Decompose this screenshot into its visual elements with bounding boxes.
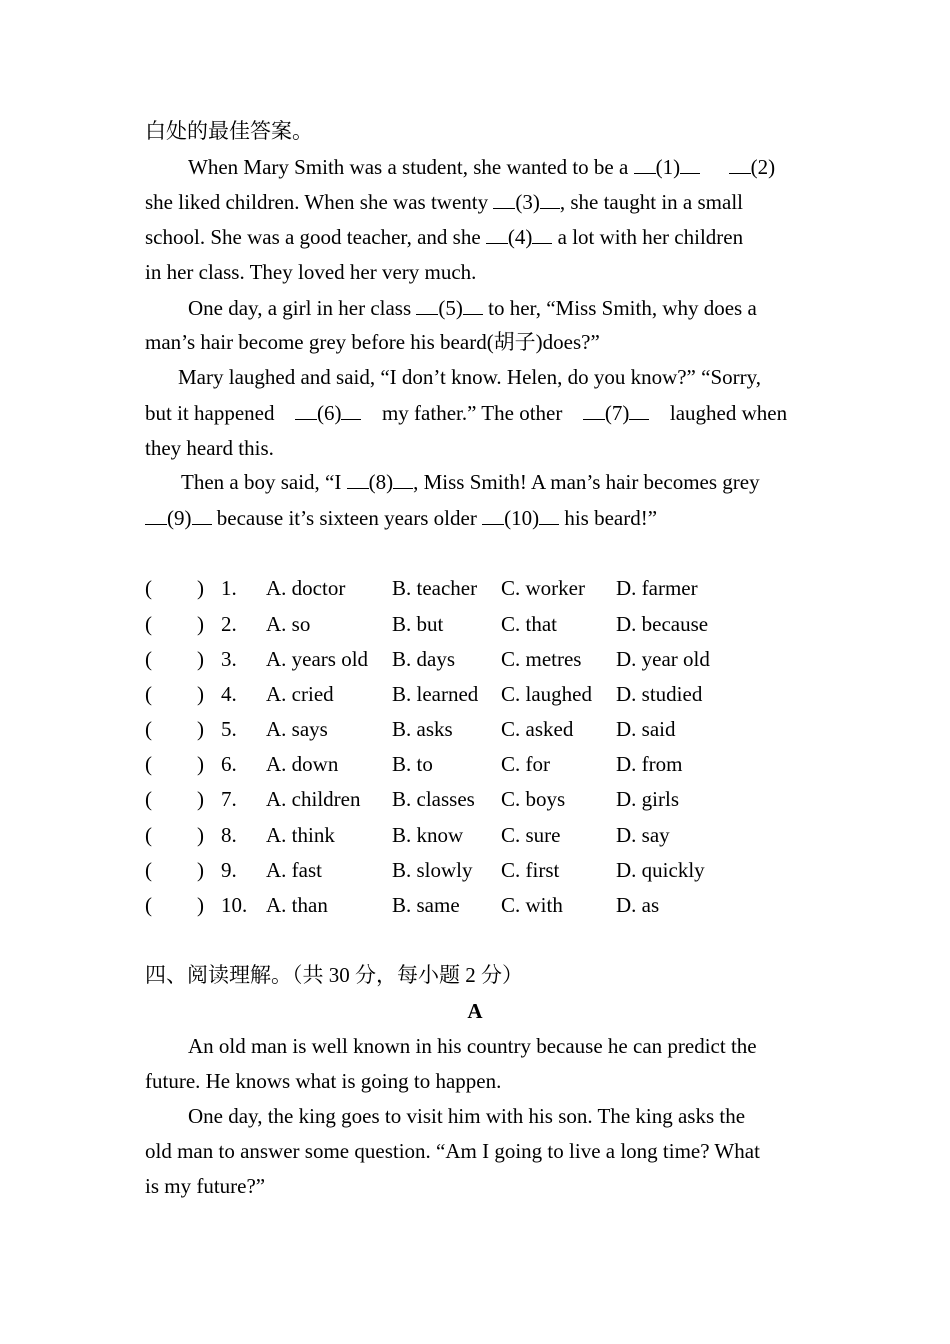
option-a: A. so: [266, 612, 311, 636]
blank-6: (6): [295, 401, 362, 425]
passage-text: One day, a girl in her class: [188, 296, 412, 320]
passage-text: Then a boy said, “I: [181, 470, 342, 494]
blank-4: (4): [486, 225, 553, 249]
blank-1: (1): [634, 155, 701, 179]
blank-8: (8): [347, 470, 414, 494]
passage-line-2: [145, 190, 810, 214]
section-heading: 四、阅读理解。（共 30 分，每小题 2 分）: [145, 963, 523, 987]
option-c: C. first: [501, 858, 560, 882]
option-a: A. than: [266, 893, 328, 917]
answer-open-paren: (: [145, 858, 152, 882]
option-b: B. slowly: [392, 858, 473, 882]
passage-text: she liked children. When she was twenty: [145, 190, 489, 214]
passage-line-3: [145, 225, 810, 249]
option-d: D. farmer: [616, 576, 698, 600]
passage-line-11: [145, 506, 810, 530]
passage-line-7: Mary laughed and said, “I don’t know. Helen, do you know?” “Sorry,: [178, 365, 761, 389]
answer-close-paren: ): [197, 717, 204, 741]
reading-line-5: is my future?”: [145, 1174, 266, 1198]
question-number: 7.: [221, 787, 237, 811]
answer-open-paren: (: [145, 752, 152, 776]
option-c: C. with: [501, 893, 563, 917]
blank-2: (2): [729, 155, 776, 179]
option-a: A. think: [266, 823, 335, 847]
answer-close-paren: ): [197, 576, 204, 600]
option-c: C. that: [501, 612, 557, 636]
option-d: D. because: [616, 612, 709, 636]
answer-close-paren: ): [197, 787, 204, 811]
passage-line-4: in her class. They loved her very much.: [145, 260, 477, 284]
option-d: D. girls: [616, 787, 679, 811]
passage-line-1: [188, 155, 810, 179]
option-b: B. to: [392, 752, 433, 776]
reading-line-2: future. He knows what is going to happen.: [145, 1069, 502, 1093]
passage-text: because it’s sixteen years older: [216, 506, 477, 530]
option-a: A. doctor: [266, 576, 346, 600]
option-a: A. fast: [266, 858, 322, 882]
option-b: B. but: [392, 612, 444, 636]
passage-text: laughed when: [669, 401, 788, 425]
question-number: 9.: [221, 858, 237, 882]
option-d: D. say: [616, 823, 670, 847]
passage-text: When Mary Smith was a student, she wanted to be a: [188, 155, 629, 179]
answer-open-paren: (: [145, 612, 152, 636]
option-d: D. year old: [616, 647, 710, 671]
blank-3: (3): [493, 190, 560, 214]
option-d: D. from: [616, 752, 683, 776]
option-a: A. children: [266, 787, 361, 811]
answer-close-paren: ): [197, 682, 204, 706]
reading-line-1: An old man is well known in his country because he can predict the: [188, 1034, 757, 1058]
option-c: C. laughed: [501, 682, 592, 706]
answer-open-paren: (: [145, 823, 152, 847]
answer-close-paren: ): [197, 858, 204, 882]
question-number: 10.: [221, 893, 248, 917]
option-b: B. teacher: [392, 576, 478, 600]
passage-text: a lot with her children: [557, 225, 744, 249]
blank-10: (10): [482, 506, 559, 530]
option-d: D. studied: [616, 682, 703, 706]
answer-open-paren: (: [145, 682, 152, 706]
option-b: B. learned: [392, 682, 479, 706]
passage-text: my father.” The other: [381, 401, 563, 425]
answer-open-paren: (: [145, 893, 152, 917]
option-a: A. years old: [266, 647, 369, 671]
question-number: 1.: [221, 576, 237, 600]
option-b: B. days: [392, 647, 455, 671]
passage-line-6: man’s hair become grey before his beard(胡子)does?”: [145, 330, 600, 354]
passage-text: to her, “Miss Smith, why does a: [488, 296, 757, 320]
answer-close-paren: ): [197, 647, 204, 671]
question-number: 4.: [221, 682, 237, 706]
blank-7: (7): [583, 401, 650, 425]
answer-open-paren: (: [145, 717, 152, 741]
answer-close-paren: ): [197, 893, 204, 917]
passage-line-10: [181, 470, 846, 494]
option-c: C. worker: [501, 576, 585, 600]
answer-open-paren: (: [145, 576, 152, 600]
option-c: C. for: [501, 752, 550, 776]
option-c: C. metres: [501, 647, 582, 671]
section-subtitle: A: [467, 999, 483, 1023]
option-a: A. cried: [266, 682, 334, 706]
passage-line-9: they heard this.: [145, 436, 274, 460]
passage-text: school. She was a good teacher, and she: [145, 225, 481, 249]
reading-line-3: One day, the king goes to visit him with his son. The king asks the: [188, 1104, 746, 1128]
question-number: 5.: [221, 717, 237, 741]
option-a: A. down: [266, 752, 339, 776]
blank-9: (9): [145, 506, 212, 530]
option-a: A. says: [266, 717, 328, 741]
option-c: C. sure: [501, 823, 561, 847]
answer-close-paren: ): [197, 752, 204, 776]
reading-line-4: old man to answer some question. “Am I going to live a long time? What: [145, 1139, 760, 1163]
question-number: 2.: [221, 612, 237, 636]
answer-open-paren: (: [145, 787, 152, 811]
option-b: B. know: [392, 823, 464, 847]
option-d: D. quickly: [616, 858, 705, 882]
passage-text: his beard!”: [564, 506, 658, 530]
passage-text: , Miss Smith! A man’s hair becomes grey: [413, 470, 760, 494]
option-b: B. same: [392, 893, 460, 917]
passage-text: , she taught in a small: [559, 190, 743, 214]
answer-open-paren: (: [145, 647, 152, 671]
passage-line-5: [188, 296, 810, 320]
option-d: D. as: [616, 893, 660, 917]
question-number: 3.: [221, 647, 237, 671]
question-number: 8.: [221, 823, 237, 847]
answer-close-paren: ): [197, 612, 204, 636]
passage-text: but it happened: [145, 401, 275, 425]
option-d: D. said: [616, 717, 676, 741]
passage-line-8: [145, 401, 810, 425]
option-b: B. classes: [392, 787, 475, 811]
answer-close-paren: ): [197, 823, 204, 847]
option-c: C. boys: [501, 787, 566, 811]
option-c: C. asked: [501, 717, 574, 741]
intro-line: 白处的最佳答案。: [145, 119, 313, 143]
question-number: 6.: [221, 752, 237, 776]
option-b: B. asks: [392, 717, 453, 741]
blank-5: (5): [416, 296, 483, 320]
